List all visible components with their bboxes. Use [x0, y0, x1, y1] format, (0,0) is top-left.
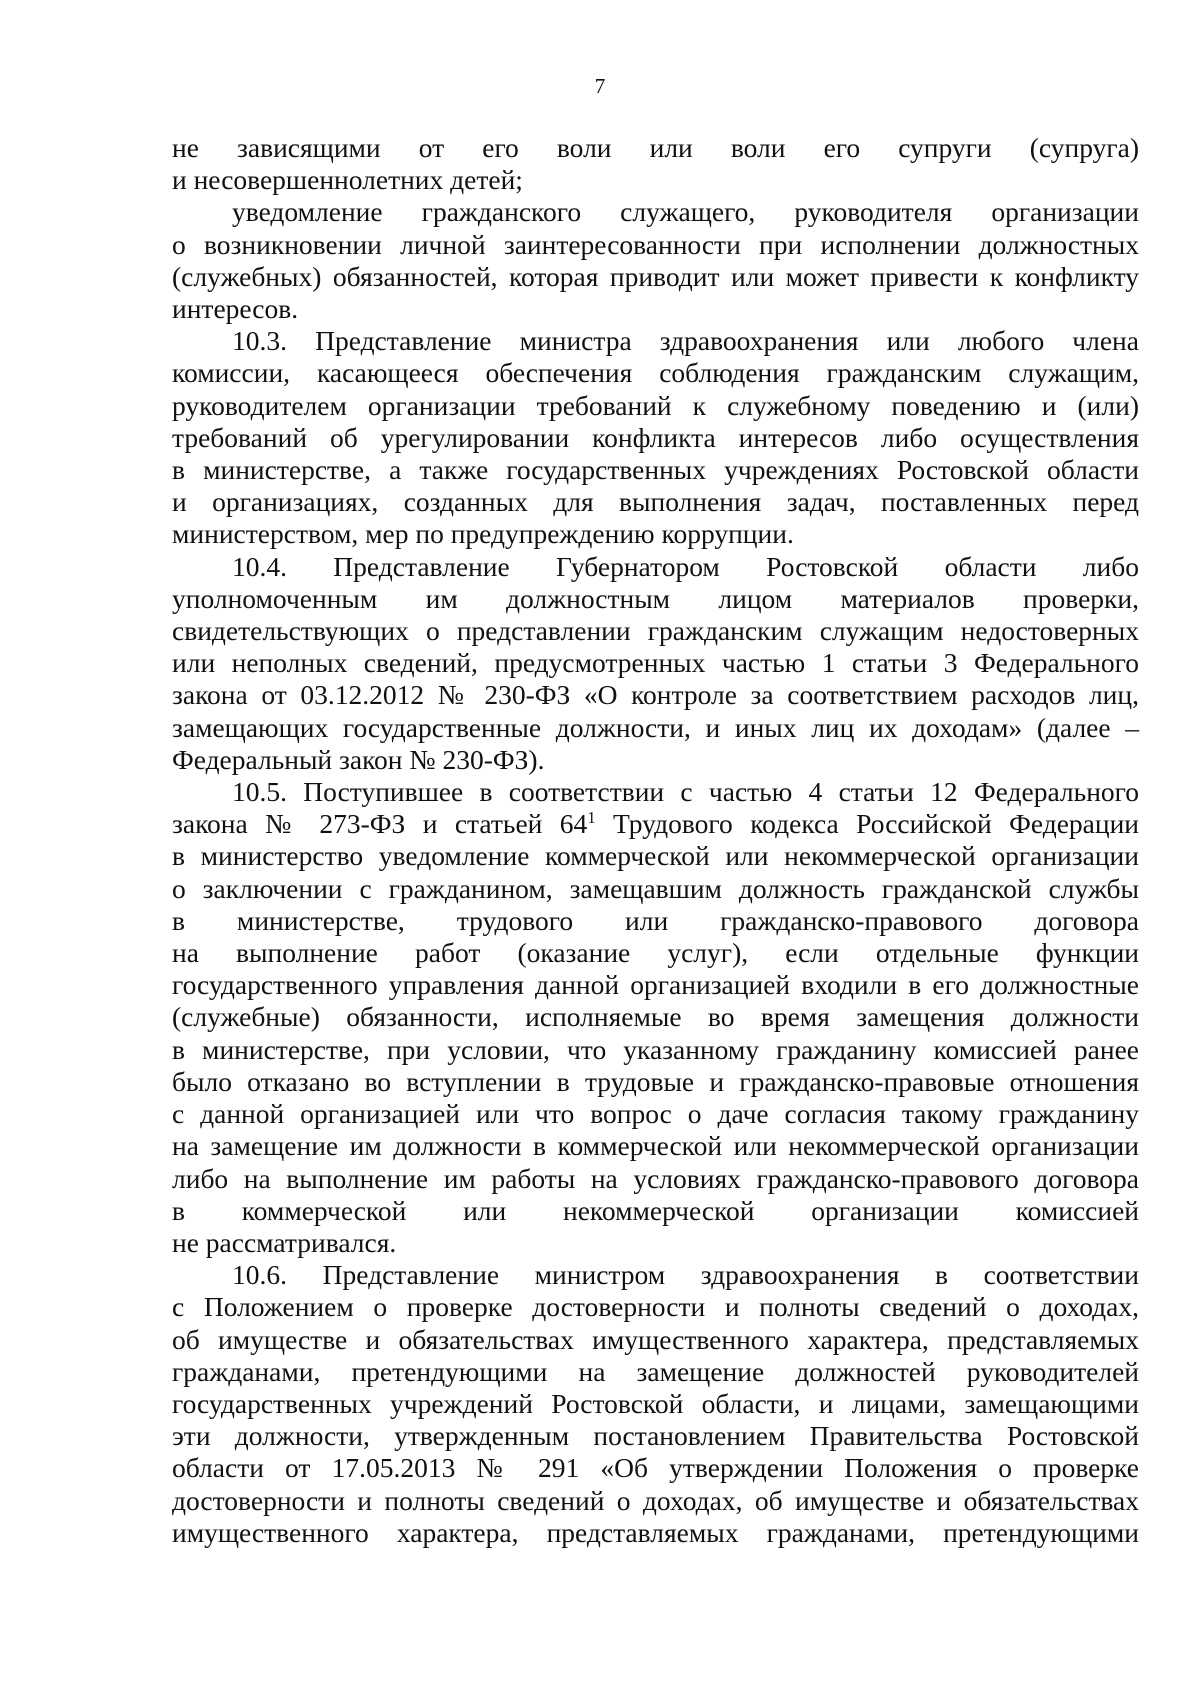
text-line: либо на выполнение им работы на условиях гражданско-правового договора [172, 1162, 1139, 1194]
text-line: на замещение им должности в коммерческой или некоммерческой организации [172, 1130, 1139, 1162]
text-line: не зависящими от его воли или воли его супруги (супруга) [172, 132, 1139, 163]
text-line: 10.3. Представление министра здравоохранения или любого члена [232, 325, 1139, 357]
superscript-number: 1 [587, 808, 596, 828]
text-line: государственных учреждений Ростовской области, и лицами, замещающими [172, 1387, 1139, 1419]
text-line: гражданами, претендующими на замещение должностей руководителей [172, 1355, 1139, 1387]
text-line: об имуществе и обязательствах имущественного характера, представляемых [172, 1323, 1139, 1355]
text-line: в министерстве, а также государственных учреждениях Ростовской области [172, 454, 1139, 486]
text-line: и несовершеннолетних детей; [172, 164, 523, 196]
text-line: области от 17.05.2013 № 291 «Об утверждении Положения о проверке [172, 1452, 1139, 1484]
text-segment: закона № 273-ФЗ и статьей 64 [172, 808, 588, 840]
text-line: с данной организацией или что вопрос о даче согласия такому гражданину [172, 1098, 1139, 1130]
text-line: уполномоченным им должностным лицом материалов проверки, [172, 582, 1139, 614]
text-line: (служебных) обязанностей, которая приводит или может привести к конфликту [172, 260, 1139, 292]
text-line: государственного управления данной организацией входили в его должностные [172, 969, 1139, 1001]
document-body [172, 132, 1139, 1549]
text-line: было отказано во вступлении в трудовые и гражданско-правовые отношения [172, 1065, 1139, 1097]
text-line: эти должности, утвержденным постановлением Правительства Ростовской [172, 1420, 1139, 1452]
text-line: министерством, мер по предупреждению коррупции. [172, 518, 794, 550]
text-line: с Положением о проверке достоверности и полноты сведений о доходах, [172, 1291, 1139, 1323]
text-segment: Трудового кодекса Российской Федерации [595, 808, 1140, 840]
text-line: свидетельствующих о представлении гражданским служащим недостоверных [172, 615, 1139, 647]
text-line: Федеральный закон № 230-ФЗ). [172, 743, 545, 775]
text-line: уведомление гражданского служащего, руководителя организации [232, 196, 1139, 228]
text-line: в министерство уведомление коммерческой или некоммерческой организации [172, 840, 1139, 872]
text-line [172, 808, 1139, 840]
text-line: достоверности и полноты сведений о доходах, об имуществе и обязательствах [172, 1484, 1139, 1516]
text-line: 10.6. Представление министром здравоохранения в соответствии [232, 1259, 1139, 1291]
text-line: на выполнение работ (оказание услуг), если отдельные функции [172, 937, 1139, 969]
text-line: или неполных сведений, предусмотренных частью 1 статьи 3 Федерального [172, 647, 1139, 679]
text-line: закона от 03.12.2012 № 230-ФЗ «О контроле за соответствием расходов лиц, [172, 679, 1139, 711]
text-line: в министерстве, трудового или гражданско-правового договора [172, 904, 1139, 936]
text-line: не рассматривался. [172, 1226, 397, 1258]
text-line: о возникновении личной заинтересованности при исполнении должностных [172, 228, 1139, 260]
text-line: имущественного характера, представляемых гражданами, претендующими [172, 1516, 1139, 1548]
text-line: и организациях, созданных для выполнения задач, поставленных перед [172, 486, 1139, 518]
text-line: замещающих государственные должности, и иных лиц их доходам» (далее – [172, 711, 1139, 743]
text-line: 10.5. Поступившее в соответствии с частью 4 статьи 12 Федерального [232, 776, 1139, 808]
text-line: 10.4. Представление Губернатором Ростовской области либо [232, 550, 1139, 582]
page-number: 7 [594, 74, 606, 98]
text-line: о заключении с гражданином, замещавшим должность гражданской службы [172, 872, 1139, 904]
text-line: в министерстве, при условии, что указанному гражданину комиссией ранее [172, 1033, 1139, 1065]
text-line: руководителем организации требований к служебному поведению и (или) [172, 389, 1139, 421]
text-line: интересов. [172, 293, 299, 325]
text-line: требований об урегулировании конфликта интересов либо осуществления [172, 421, 1139, 453]
text-line: комиссии, касающееся обеспечения соблюдения гражданским служащим, [172, 357, 1139, 389]
text-line: (служебные) обязанности, исполняемые во время замещения должности [172, 1001, 1139, 1033]
text-line: в коммерческой или некоммерческой организации комиссией [172, 1194, 1139, 1226]
